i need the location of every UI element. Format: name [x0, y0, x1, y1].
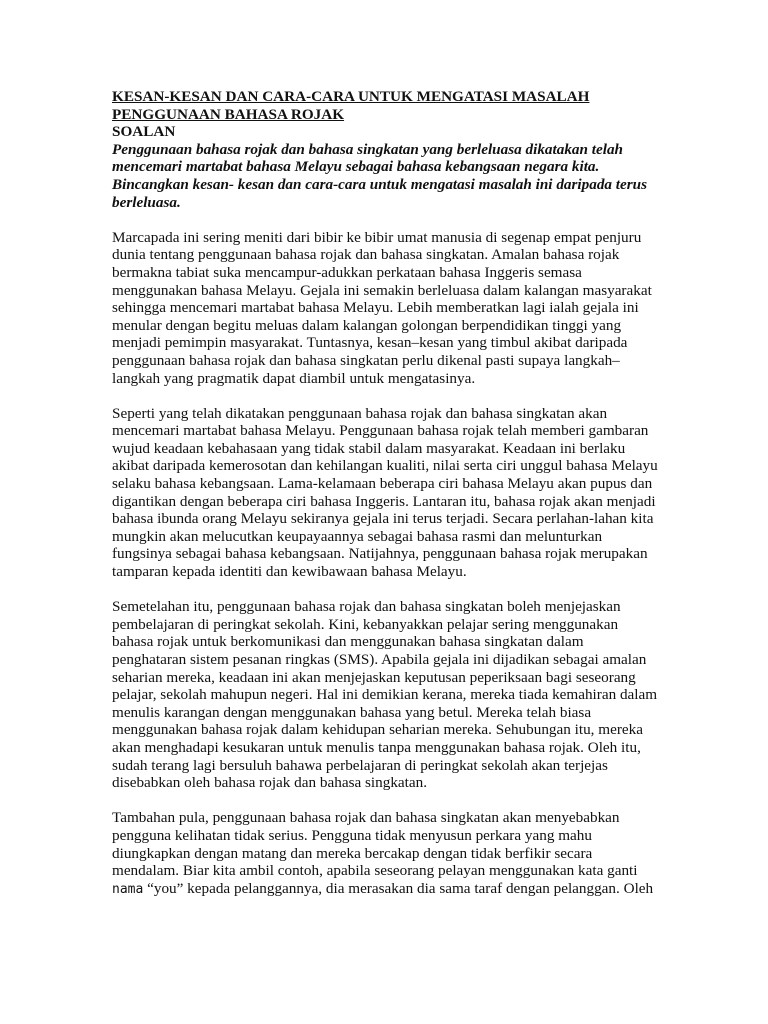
paragraph-line: penghataran sistem pesanan ringkas (SMS). Apabila gejala ini dijadikan sebagai amalan: [112, 651, 647, 668]
paragraph-line: mendalam. Biar kita ambil contoh, apabila seseorang pelayan menggunakan kata ganti: [112, 862, 638, 880]
paragraph-point-2: [112, 598, 668, 792]
paragraph-line: Marcapada ini sering meniti dari bibir ke bibir umat manusia di segenap empat penjuru: [112, 228, 642, 246]
paragraph-line: fungsinya sebagai bahasa kebangsaan. Natijahnya, penggunaan bahasa rojak merupakan: [112, 545, 648, 563]
document-title-line-1: KESAN-KESAN DAN CARA-CARA UNTUK MENGATASI MASALAH: [112, 88, 590, 105]
paragraph-line: selaku bahasa kebangsaan. Lama-kelamaan beberapa ciri bahasa Melayu akan pupus dan: [112, 475, 653, 493]
paragraph-line: menular dengan begitu meluas dalam kalangan golongan berpendidikan tinggi yang: [112, 316, 622, 334]
paragraph-line: Semetelahan itu, penggunaan bahasa rojak dan bahasa singkatan boleh menjejaskan: [112, 598, 621, 616]
question-line: Bincangkan kesan- kesan dan cara-cara untuk mengatasi masalah ini daripada terus: [112, 175, 648, 193]
paragraph-point-3: [112, 809, 668, 898]
question-line: berleluasa.: [112, 193, 181, 211]
paragraph-line: menggunakan bahasa Melayu. Gejala ini semakin berleluasa dalam kalangan masyarakat: [112, 281, 652, 299]
paragraph-line: akan menghadapi kesukaran untuk menulis tanpa menggunakan bahasa rojak. Oleh itu,: [112, 738, 641, 756]
document-title-line-2: PENGGUNAAN BAHASA ROJAK: [112, 105, 345, 123]
paragraph-line: mungkin akan melucutkan keupayaannya sebagai bahasa rasmi dan melunturkan: [112, 527, 603, 545]
mono-word: nama: [112, 881, 144, 897]
question-text: [112, 141, 668, 211]
paragraph-line: tamparan kepada identiti dan kewibawaan bahasa Melayu.: [112, 563, 467, 581]
paragraph-line: sehingga mencemari martabat bahasa Melayu. Lebih memberatkan lagi ialah gejala ini: [112, 299, 639, 317]
paragraph-line: bermakna tabiat suka mencampur-adukkan perkataan bahasa Inggeris semasa: [112, 263, 582, 281]
question-line: mencemari martabat bahasa Melayu sebagai bahasa kebangsaan negara kita.: [112, 158, 600, 176]
paragraph-line: seharian mereka, keadaan ini akan menjejaskan keputusan peperiksaan bagi seseorang: [112, 668, 636, 686]
paragraph-line: menjadi pemimpin masyarakat. Tuntasnya, kesan–kesan yang timbul akibat daripada: [112, 334, 628, 352]
paragraph-line: penggunaan bahasa rojak dan bahasa singkatan perlu dikenal pasti supaya langkah–: [112, 351, 620, 369]
paragraph-line: digantikan dengan beberapa ciri bahasa Inggeris. Lantaran itu, bahasa rojak akan menjadi: [112, 492, 656, 510]
paragraph-line: pengguna kelihatan tidak serius. Pengguna tidak menyusun perkara yang mahu: [112, 826, 592, 844]
question-line: Penggunaan bahasa rojak dan bahasa singkatan yang berleluasa dikatakan telah: [112, 140, 623, 158]
document-page: [112, 88, 668, 898]
paragraph-introduction: [112, 229, 668, 387]
paragraph-line: pelajar, sekolah mahupun negeri. Hal ini demikian kerana, mereka tiada kemahiran dalam: [112, 686, 658, 704]
paragraph-line-rest: “you” kepada pelanggannya, dia merasakan dia sama taraf dengan pelanggan. Oleh: [143, 879, 654, 897]
paragraph-line: Tambahan pula, penggunaan bahasa rojak dan bahasa singkatan akan menyebabkan: [112, 809, 620, 827]
paragraph-line-last: [112, 880, 668, 899]
paragraph-line: wujud keadaan kebahasaan yang tidak stabil dalam masyarakat. Keadaan ini berlaku: [112, 439, 626, 457]
paragraph-line: akibat daripada kemerosotan dan kehilangan kualiti, nilai serta ciri unggul bahasa Melayu: [112, 457, 658, 475]
paragraph-line: bahasa ibunda orang Melayu sekiranya gejala ini terus terjadi. Secara perlahan-lahan kita: [112, 510, 654, 528]
paragraph-line: diungkapkan dengan matang dan mereka bercakap dengan tidak berfikir secara: [112, 844, 593, 862]
paragraph-line: bahasa rojak untuk berkomunikasi dan menggunakan bahasa singkatan dalam: [112, 633, 584, 651]
paragraph-line: langkah yang pragmatik dapat diambil untuk mengatasinya.: [112, 369, 476, 387]
paragraph-line: Seperti yang telah dikatakan penggunaan bahasa rojak dan bahasa singkatan akan: [112, 404, 608, 422]
paragraph-point-1: [112, 405, 668, 581]
paragraph-line: disebabkan oleh bahasa rojak dan bahasa singkatan.: [112, 774, 428, 792]
paragraph-line: menggunakan bahasa rojak dalam kehidupan seharian mereka. Sehubungan itu, mereka: [112, 721, 643, 739]
question-label: SOALAN: [112, 123, 176, 141]
paragraph-line: pembelajaran di peringkat sekolah. Kini, kebanyakkan pelajar sering menggunakan: [112, 615, 619, 633]
paragraph-line: sudah terang lagi bersuluh bahawa perbelajaran di peringkat sekolah akan terjejas: [112, 756, 608, 774]
paragraph-line: dunia tentang penggunaan bahasa rojak dan bahasa singkatan. Amalan bahasa rojak: [112, 246, 620, 264]
paragraph-line: menulis karangan dengan menggunakan bahasa yang betul. Mereka telah biasa: [112, 703, 592, 721]
paragraph-line: mencemari martabat bahasa Melayu. Penggunaan bahasa rojak telah memberi gambaran: [112, 422, 649, 440]
